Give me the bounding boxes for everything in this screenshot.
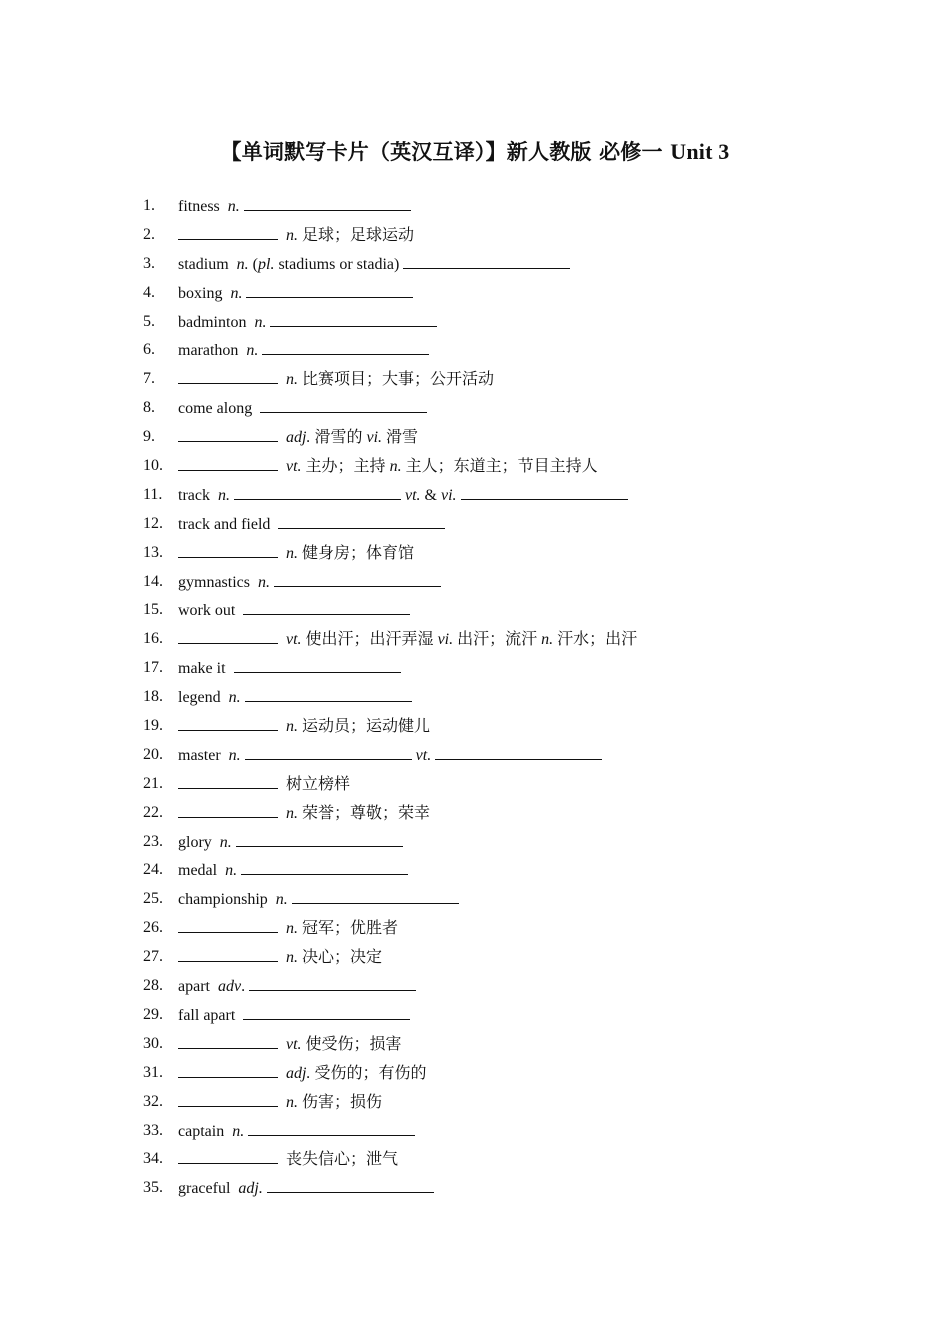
chinese-meaning: 使受伤；损害 — [305, 1033, 402, 1053]
text-fragment: & — [420, 486, 441, 504]
item-number: 6. — [143, 341, 155, 359]
answer-blank[interactable] — [178, 365, 278, 384]
answer-blank[interactable] — [403, 250, 570, 269]
english-term: gymnastics — [178, 573, 250, 591]
part-of-speech: n. — [286, 226, 298, 244]
part-of-speech: vi. — [366, 429, 383, 447]
answer-blank[interactable] — [178, 943, 278, 962]
item-number: 9. — [143, 428, 155, 446]
text-fragment — [278, 718, 286, 735]
text-fragment — [268, 891, 276, 908]
item-content — [178, 943, 382, 973]
answer-blank[interactable] — [234, 481, 401, 500]
item-content — [178, 856, 408, 886]
answer-blank[interactable] — [234, 654, 401, 673]
vocab-item — [143, 828, 863, 857]
item-number: 7. — [143, 370, 155, 388]
text-fragment — [278, 545, 286, 562]
text-fragment — [270, 516, 278, 533]
english-term: captain — [178, 1122, 225, 1140]
chinese-meaning: 足球；足球运动 — [302, 224, 415, 244]
part-of-speech: vt. — [415, 746, 432, 764]
english-term: fall apart — [178, 1006, 236, 1024]
part-of-speech: n. — [228, 689, 241, 707]
text-fragment — [278, 1151, 286, 1168]
answer-blank[interactable] — [278, 510, 445, 529]
title-unit: Unit 3 — [670, 139, 730, 164]
answer-blank[interactable] — [241, 856, 408, 875]
item-number: 35. — [143, 1179, 163, 1197]
vocab-item — [143, 336, 863, 365]
answer-blank[interactable] — [236, 828, 403, 847]
english-term: medal — [178, 862, 218, 880]
vocab-item — [143, 250, 863, 279]
item-content — [178, 1030, 402, 1060]
vocab-item — [143, 885, 863, 914]
english-term: badminton — [178, 313, 247, 331]
chinese-meaning: 汗水；出汗 — [557, 629, 638, 649]
english-term: glory — [178, 833, 212, 851]
answer-blank[interactable] — [246, 279, 413, 298]
vocab-item — [143, 192, 863, 221]
item-number: 18. — [143, 688, 163, 706]
answer-blank[interactable] — [245, 741, 412, 760]
answer-blank[interactable] — [178, 1059, 278, 1078]
answer-blank[interactable] — [178, 452, 278, 471]
item-content — [178, 741, 602, 771]
chinese-meaning: 滑雪 — [386, 427, 419, 447]
item-number: 33. — [143, 1121, 163, 1139]
answer-blank[interactable] — [262, 336, 429, 355]
item-number: 16. — [143, 630, 163, 648]
text-fragment — [221, 689, 229, 706]
answer-blank[interactable] — [178, 539, 278, 558]
part-of-speech: n. — [225, 862, 238, 880]
item-content — [178, 914, 398, 944]
text-fragment — [278, 805, 286, 822]
text-fragment: . — [241, 978, 250, 996]
part-of-speech: n. — [541, 631, 554, 649]
item-number: 27. — [143, 948, 163, 966]
text-fragment — [229, 256, 237, 273]
part-of-speech: n. — [228, 746, 241, 764]
vocab-item — [143, 1174, 863, 1203]
vocab-item — [143, 568, 863, 597]
vocab-item — [143, 394, 863, 423]
part-of-speech: adj. — [286, 429, 311, 447]
answer-blank[interactable] — [260, 394, 427, 413]
vocab-item — [143, 221, 863, 250]
text-fragment — [224, 1123, 232, 1140]
item-content — [178, 192, 411, 222]
chinese-meaning: 运动员；运动健儿 — [302, 716, 431, 736]
chinese-meaning: 比赛项目；大事；公开活动 — [302, 369, 495, 389]
text-fragment — [278, 371, 286, 388]
text-fragment — [278, 1036, 286, 1053]
part-of-speech: n. — [286, 1093, 298, 1111]
item-number: 28. — [143, 977, 163, 995]
text-fragment — [278, 949, 286, 966]
chinese-meaning: 伤害；损伤 — [302, 1091, 383, 1111]
vocab-item — [143, 625, 863, 654]
english-term: legend — [178, 689, 221, 707]
chinese-meaning: 决心；决定 — [302, 947, 383, 967]
vocab-item — [143, 539, 863, 568]
text-fragment — [278, 227, 286, 244]
answer-blank[interactable] — [178, 914, 278, 933]
answer-blank[interactable] — [244, 192, 411, 211]
text-fragment — [278, 429, 286, 446]
text-fragment — [278, 631, 286, 648]
chinese-meaning: 主人；东道主；节目主持人 — [405, 456, 598, 476]
item-number: 30. — [143, 1034, 163, 1052]
part-of-speech: n. — [227, 198, 240, 215]
item-number: 14. — [143, 572, 163, 590]
chinese-meaning: 丧失信心；泄气 — [286, 1149, 399, 1169]
item-content — [178, 336, 429, 366]
text-fragment: ( — [248, 255, 258, 273]
vocab-item — [143, 1088, 863, 1117]
answer-blank[interactable] — [274, 568, 441, 587]
chinese-meaning: 主办；主持 — [305, 456, 386, 476]
text-fragment — [210, 978, 218, 995]
answer-blank[interactable] — [178, 712, 278, 731]
item-number: 17. — [143, 659, 163, 677]
part-of-speech: n. — [286, 718, 298, 736]
part-of-speech: n. — [246, 342, 259, 360]
answer-blank[interactable] — [178, 1030, 278, 1049]
item-number: 32. — [143, 1092, 163, 1110]
english-term: championship — [178, 891, 268, 909]
part-of-speech: n. — [232, 1122, 245, 1140]
item-content — [178, 596, 410, 626]
item-content — [178, 221, 414, 251]
item-content — [178, 1088, 382, 1118]
answer-blank[interactable] — [178, 799, 278, 818]
text-fragment — [250, 574, 258, 591]
text-fragment — [226, 660, 234, 677]
answer-blank[interactable] — [178, 1088, 278, 1107]
vocab-item — [143, 770, 863, 799]
item-number: 20. — [143, 745, 163, 763]
part-of-speech: n. — [389, 458, 402, 476]
vocab-item — [143, 481, 863, 510]
item-number: 5. — [143, 312, 155, 330]
answer-blank[interactable] — [248, 1117, 415, 1136]
vocab-item — [143, 741, 863, 770]
part-of-speech: vt. — [286, 631, 302, 649]
chinese-meaning: 受伤的；有伤的 — [314, 1062, 427, 1082]
text-fragment — [278, 1094, 286, 1111]
item-number: 4. — [143, 283, 155, 301]
answer-blank[interactable] — [435, 741, 602, 760]
vocab-item — [143, 683, 863, 712]
part-of-speech: n. — [254, 313, 267, 331]
item-number: 29. — [143, 1005, 163, 1023]
english-term: marathon — [178, 342, 239, 360]
chinese-meaning: 出汗；流汗 — [457, 629, 538, 649]
item-number: 1. — [143, 197, 155, 214]
english-term: come along — [178, 400, 253, 418]
item-number: 31. — [143, 1063, 163, 1081]
part-of-speech: n. — [286, 544, 298, 562]
text-fragment — [235, 1007, 243, 1024]
item-content — [178, 654, 401, 684]
part-of-speech: n. — [230, 284, 243, 302]
vocab-item — [143, 510, 863, 539]
page-title — [0, 136, 950, 166]
item-content — [178, 365, 494, 395]
text-fragment — [220, 198, 228, 215]
vocab-item — [143, 308, 863, 337]
answer-blank[interactable] — [292, 885, 459, 904]
english-term: work out — [178, 602, 236, 620]
answer-blank[interactable] — [243, 1001, 410, 1020]
english-term: boxing — [178, 284, 223, 302]
item-number: 22. — [143, 803, 163, 821]
vocab-item — [143, 452, 863, 481]
item-content — [178, 250, 570, 280]
answer-blank[interactable] — [267, 1174, 434, 1193]
chinese-meaning: 荣誉；尊敬；荣幸 — [302, 802, 431, 822]
text-fragment — [278, 920, 286, 937]
answer-blank[interactable] — [461, 481, 628, 500]
vocab-item — [143, 1117, 863, 1146]
item-content — [178, 279, 413, 309]
item-content — [178, 1145, 398, 1175]
vocab-item — [143, 423, 863, 452]
item-number: 21. — [143, 774, 163, 792]
text-fragment — [212, 834, 220, 851]
item-number: 8. — [143, 399, 155, 417]
answer-blank[interactable] — [178, 221, 278, 240]
text-fragment — [210, 487, 218, 504]
item-content — [178, 568, 441, 598]
item-content — [178, 828, 403, 858]
part-of-speech: n. — [286, 920, 298, 938]
answer-blank[interactable] — [178, 1145, 278, 1164]
item-number: 3. — [143, 254, 155, 272]
item-content — [178, 683, 412, 713]
item-content — [178, 1174, 434, 1204]
vocab-item — [143, 799, 863, 828]
part-of-speech: n. — [217, 486, 230, 504]
item-content — [178, 885, 459, 915]
answer-blank[interactable] — [245, 683, 412, 702]
vocab-item — [143, 1059, 863, 1088]
item-content — [178, 1117, 415, 1147]
vocab-item — [143, 856, 863, 885]
item-content — [178, 770, 350, 800]
item-content — [178, 423, 418, 453]
item-content — [178, 539, 414, 569]
english-term: apart — [178, 978, 210, 996]
chinese-meaning: 健身房；体育馆 — [302, 542, 415, 562]
part-of-speech: n. — [286, 804, 298, 822]
text-fragment: stadiums or stadia) — [274, 255, 404, 273]
part-of-speech: n. — [258, 573, 270, 591]
part-of-speech: adj. — [238, 1180, 263, 1198]
vocab-item — [143, 1030, 863, 1059]
item-content — [178, 625, 637, 655]
english-term: make it — [178, 660, 226, 678]
part-of-speech: vt. — [404, 486, 421, 504]
part-of-speech: n. — [275, 891, 288, 909]
text-fragment — [252, 400, 260, 417]
item-number: 26. — [143, 919, 163, 937]
part-of-speech: vt. — [286, 1035, 302, 1053]
part-of-speech: adj. — [286, 1064, 311, 1082]
text-fragment — [278, 1065, 286, 1082]
item-number: 2. — [143, 225, 155, 243]
text-fragment — [221, 747, 229, 764]
english-term: stadium — [178, 255, 229, 273]
item-content — [178, 1059, 426, 1089]
english-term: master — [178, 746, 221, 764]
chinese-meaning: 树立榜样 — [286, 773, 351, 793]
part-of-speech: n. — [286, 371, 298, 389]
part-of-speech: vi. — [440, 486, 457, 504]
item-number: 10. — [143, 457, 163, 475]
english-term: fitness — [178, 198, 220, 215]
text-fragment — [278, 776, 286, 793]
english-term: track — [178, 486, 210, 504]
part-of-speech: adv — [217, 978, 242, 996]
item-number: 25. — [143, 890, 163, 908]
title-chinese: 【单词默写卡片（英汉互译）】新人教版 必修一 — [220, 140, 663, 164]
item-number: 24. — [143, 861, 163, 879]
item-number: 13. — [143, 543, 163, 561]
item-content — [178, 394, 427, 424]
vocab-item — [143, 943, 863, 972]
part-of-speech: n. — [286, 949, 298, 967]
english-term: graceful — [178, 1180, 231, 1198]
english-term: track and field — [178, 515, 271, 533]
item-number: 34. — [143, 1150, 163, 1168]
vocab-item — [143, 1145, 863, 1174]
vocab-item — [143, 654, 863, 683]
answer-blank[interactable] — [243, 596, 410, 615]
chinese-meaning: 使出汗；出汗弄湿 — [305, 629, 434, 649]
part-of-speech: vt. — [286, 458, 302, 476]
answer-blank[interactable] — [270, 308, 437, 327]
vocab-item — [143, 1001, 863, 1030]
text-fragment — [217, 862, 225, 879]
item-content — [178, 712, 430, 742]
vocab-item — [143, 972, 863, 1001]
item-content — [178, 308, 437, 338]
item-number: 15. — [143, 601, 163, 619]
answer-blank[interactable] — [178, 625, 278, 644]
text-fragment — [278, 458, 286, 475]
item-content — [178, 481, 628, 511]
vocabulary-list — [143, 192, 863, 1203]
vocab-item — [143, 596, 863, 625]
item-content — [178, 452, 598, 482]
item-content — [178, 799, 430, 829]
item-number: 23. — [143, 832, 163, 850]
vocab-item — [143, 279, 863, 308]
part-of-speech: vi. — [437, 631, 454, 649]
vocab-item — [143, 712, 863, 741]
part-of-speech: pl. — [258, 255, 275, 273]
item-content — [178, 510, 445, 540]
chinese-meaning: 冠军；优胜者 — [302, 918, 399, 938]
chinese-meaning: 滑雪的 — [314, 427, 363, 447]
item-content — [178, 1001, 410, 1031]
item-number: 19. — [143, 717, 163, 735]
vocab-item — [143, 914, 863, 943]
answer-blank[interactable] — [249, 972, 416, 991]
item-number: 11. — [143, 485, 163, 503]
answer-blank[interactable] — [178, 423, 278, 442]
part-of-speech: n. — [236, 255, 249, 273]
answer-blank[interactable] — [178, 770, 278, 789]
item-content — [178, 972, 416, 1002]
vocab-item — [143, 365, 863, 394]
part-of-speech: n. — [219, 833, 232, 851]
item-number: 12. — [143, 514, 163, 532]
text-fragment — [235, 602, 243, 619]
